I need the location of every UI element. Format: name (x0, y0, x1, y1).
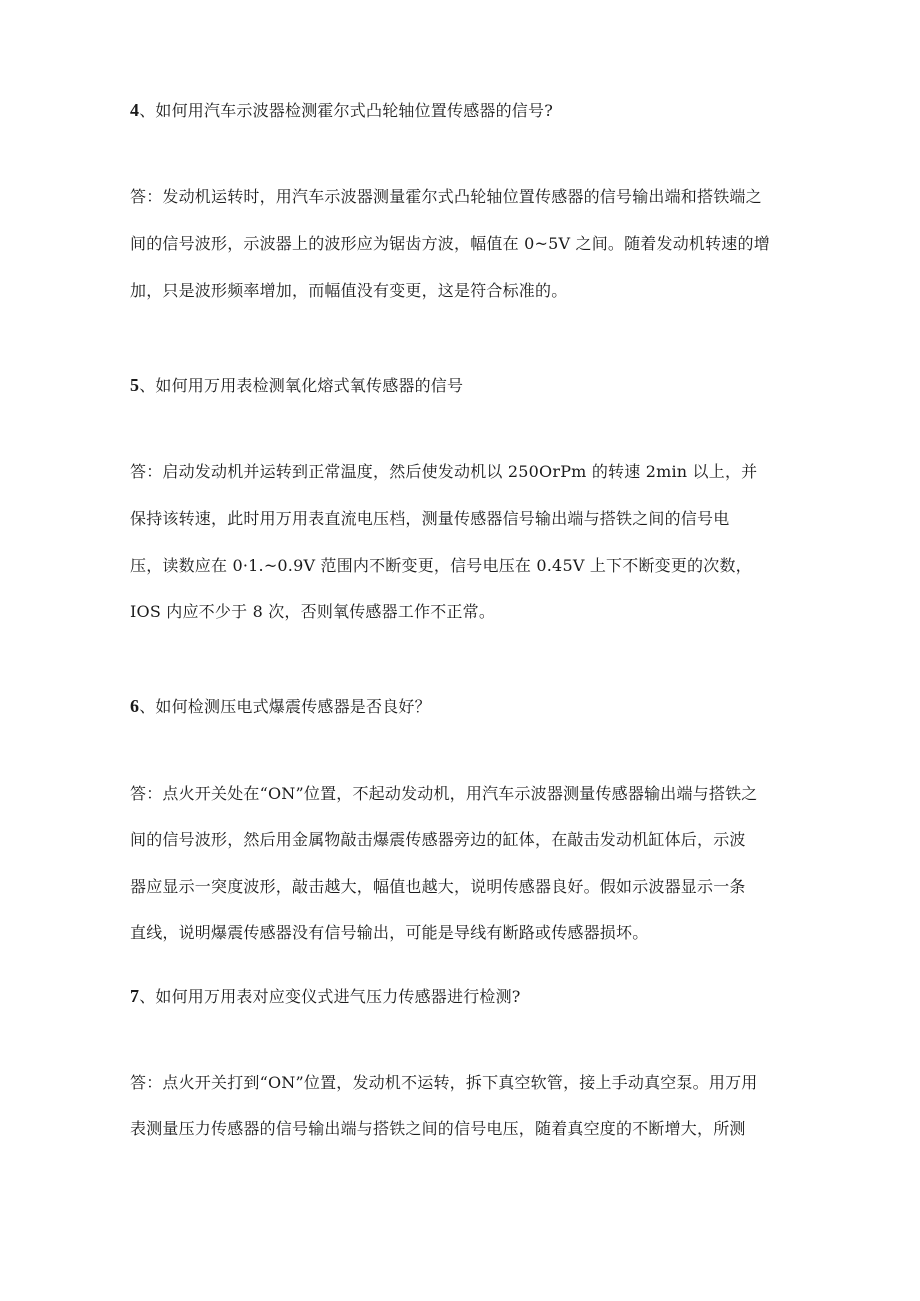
answer-4-line-2: 间的信号波形，示波器上的波形应为锯齿方波，幅值在 0~5V 之间。随着发动机转速的增 (130, 234, 770, 253)
question-number: 6 (130, 696, 140, 716)
answer-5-line-4: IOS 内应不少于 8 次，否则氧传感器工作不正常。 (130, 602, 496, 621)
question-number: 7 (130, 986, 140, 1006)
answer-6-line-1: 答：点火开关处在“ON”位置，不起动发动机，用汽车示波器测量传感器输出端与搭铁之 (130, 784, 758, 803)
question-5-heading (130, 375, 463, 396)
question-text: 、如何用万用表对应变仪式进气压力传感器进行检测? (139, 987, 521, 1006)
answer-5-line-2: 保持该转速，此时用万用表直流电压档，测量传感器信号输出端与搭铁之间的信号电 (130, 509, 730, 528)
question-number: 4 (130, 100, 140, 120)
question-6-heading (130, 696, 431, 717)
answer-6-line-3: 器应显示一突度波形，敲击越大，幅值也越大，说明传感器良好。假如示波器显示一条 (130, 877, 746, 896)
question-text: 、如何检测压电式爆震传感器是否良好？ (139, 697, 431, 716)
question-text: 、如何用汽车示波器检测霍尔式凸轮轴位置传感器的信号? (139, 101, 553, 120)
question-7-heading (130, 986, 521, 1007)
answer-5-line-3: 压，读数应在 0·1.~0.9V 范围内不断变更，信号电压在 0.45V 上下不断变更的次数， (130, 556, 752, 575)
question-text: 、如何用万用表检测氧化熔式氧传感器的信号 (139, 376, 464, 395)
answer-6-line-4: 直线，说明爆震传感器没有信号输出，可能是导线有断路或传感器损坏。 (130, 923, 649, 942)
answer-4-line-1: 答：发动机运转时，用汽车示波器测量霍尔式凸轮轴位置传感器的信号输出端和搭铁端之 (130, 187, 762, 206)
question-number: 5 (130, 375, 140, 395)
answer-5-line-1: 答：启动发动机并运转到正常温度，然后使发动机以 250OrPm 的转速 2min 以上，并 (130, 462, 758, 481)
answer-4-line-3: 加，只是波形频率增加，而幅值没有变更，这是符合标准的。 (130, 281, 568, 300)
answer-6-line-2: 间的信号波形，然后用金属物敲击爆震传感器旁边的缸体，在敲击发动机缸体后，示波 (130, 830, 746, 849)
answer-7-line-2: 表测量压力传感器的信号输出端与搭铁之间的信号电压，随着真空度的不断增大，所测 (130, 1119, 746, 1138)
answer-7-line-1: 答：点火开关打到“ON”位置，发动机不运转，拆下真空软管，接上手动真空泵。用万用 (130, 1073, 758, 1092)
question-4-heading (130, 100, 553, 121)
